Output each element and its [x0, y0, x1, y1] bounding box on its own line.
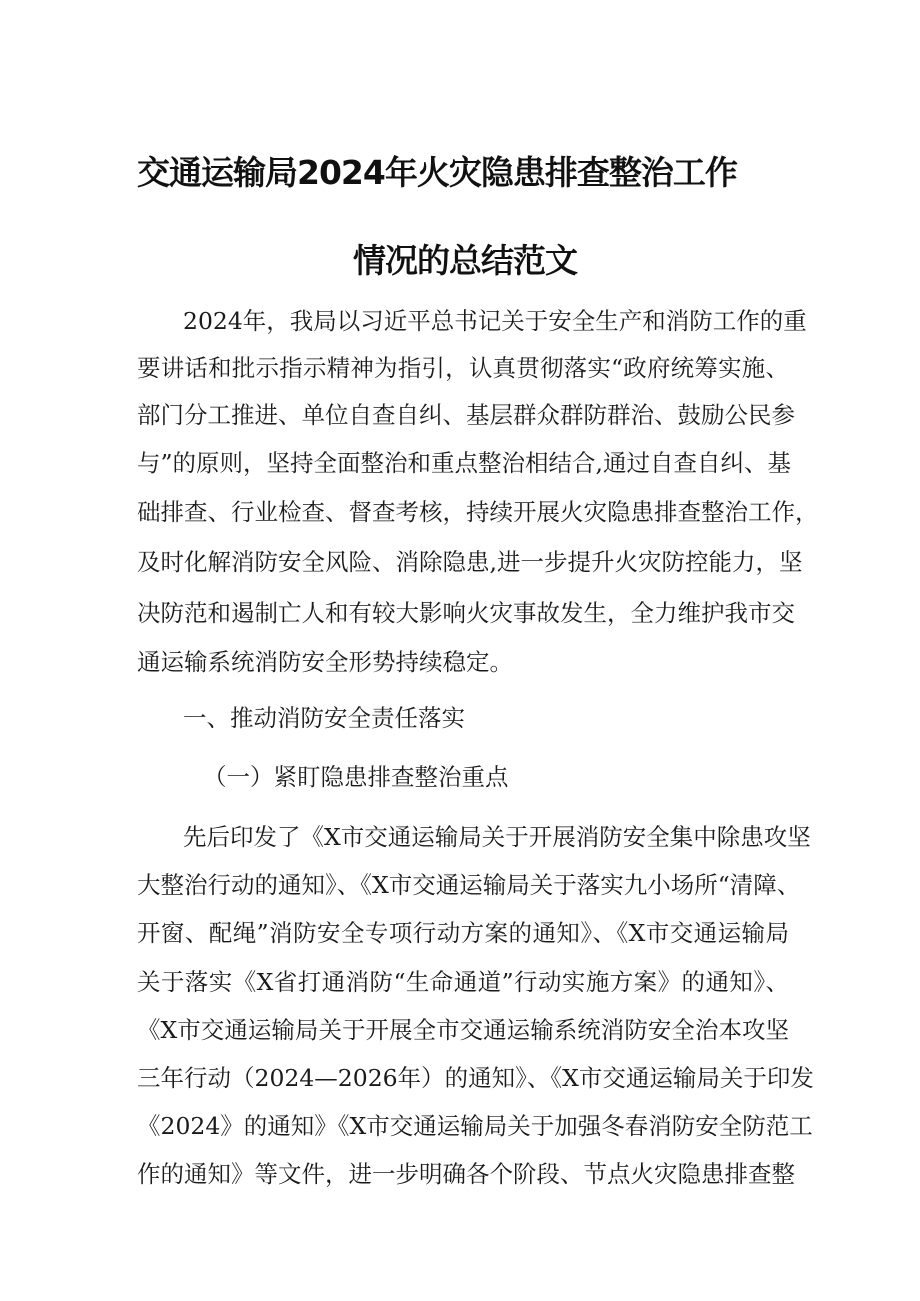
- paragraph-line: 2024年，我局以习近平总书记关于安全生产和消防工作的重: [183, 307, 807, 335]
- paragraph-line: 决防范和遏制亡人和有较大影响火灾事故发生，全力维护我市交: [137, 599, 795, 627]
- document-title-line-2: 情况的总结范文: [353, 241, 577, 280]
- section-heading: 一、推动消防安全责任落实: [183, 704, 465, 732]
- paragraph-line: 通运输系统消防安全形势持续稳定。: [137, 648, 513, 676]
- paragraph-line: 开窗、配绳”消防安全专项行动方案的通知》、《X市交通运输局: [137, 919, 789, 947]
- subsection-heading: （一）紧盯隐患排查整治重点: [203, 763, 509, 791]
- paragraph-line: 与”的原则，坚持全面整治和重点整治相结合,通过自查自纠、基: [137, 449, 791, 477]
- paragraph-line: 三年行动（2024—2026年）的通知》、《X市交通运输局关于印发: [137, 1064, 814, 1092]
- paragraph-line: 要讲话和批示指示精神为指引，认真贯彻落实“政府统筹实施、: [137, 354, 789, 382]
- paragraph-line: 作的通知》等文件，进一步明确各个阶段、节点火灾隐患排查整: [137, 1160, 795, 1188]
- document-title-line-1: 交通运输局2024年火灾隐患排查整治工作: [137, 153, 737, 192]
- paragraph-line: 关于落实《X省打通消防“生命通道”行动实施方案》的通知》、: [137, 968, 789, 996]
- paragraph-line: 部门分工推进、单位自查自纠、基层群众群防群治、鼓励公民参: [137, 401, 795, 429]
- paragraph-line: 大整治行动的通知》、《X市交通运输局关于落实九小场所“清障、: [137, 871, 801, 899]
- paragraph-line: 先后印发了《X市交通运输局关于开展消防安全集中除患攻坚: [183, 823, 811, 851]
- paragraph-line: 《2024》的通知》《X市交通运输局关于加强冬春消防安全防范工: [137, 1112, 813, 1140]
- paragraph-line: 础排查、行业检查、督查考核，持续开展火灾隐患排查整治工作，: [137, 498, 819, 526]
- paragraph-line: 《X市交通运输局关于开展全市交通运输系统消防安全治本攻坚: [137, 1016, 789, 1044]
- paragraph-line: 及时化解消防安全风险、消除隐患,进一步提升火灾防控能力，坚: [137, 548, 803, 576]
